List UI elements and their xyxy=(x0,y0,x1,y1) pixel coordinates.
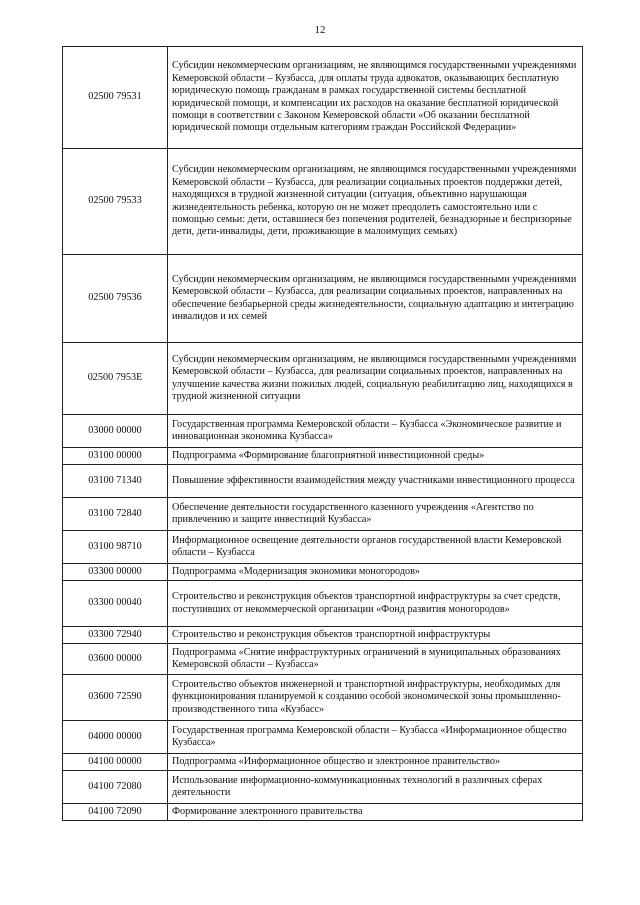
code-description: Формирование электронного правительства xyxy=(168,804,583,821)
classification-code: 03100 71340 xyxy=(63,465,168,498)
table-row xyxy=(63,465,583,498)
table-row xyxy=(63,415,583,448)
table-row xyxy=(63,531,583,564)
classification-code: 02500 7953Е xyxy=(63,343,168,415)
table-row xyxy=(63,343,583,415)
classification-code: 03600 72590 xyxy=(63,675,168,721)
table-row xyxy=(63,644,583,675)
classification-code: 03300 72940 xyxy=(63,627,168,644)
code-description: Субсидии некоммерческим организациям, не являющимся государственными учреждениями Кемеровской области – Кузбасса, для реализации социальных проектов, направленных на улучшение качества жизни пожилых людей, социальную реабилитацию лиц, находящихся в трудной жизненной ситуации xyxy=(168,343,583,415)
table-row xyxy=(63,771,583,804)
classification-code: 04100 72080 xyxy=(63,771,168,804)
code-description: Подпрограмма «Формирование благоприятной инвестиционной среды» xyxy=(168,448,583,465)
classification-code: 03300 00040 xyxy=(63,581,168,627)
table-row xyxy=(63,721,583,754)
code-description: Строительство и реконструкция объектов транспортной инфраструктуры xyxy=(168,627,583,644)
code-description: Государственная программа Кемеровской области – Кузбасса «Экономическое развитие и инновационная экономика Кузбасса» xyxy=(168,415,583,448)
code-description: Субсидии некоммерческим организациям, не являющимся государственными учреждениями Кемеровской области – Кузбасса, для оплаты труда адвокатов, оказывающих бесплатную юридическую помощь гражданам в рамках государственной системы бесплатной юридической помощи, и компенсации их расходов на оказание бесплатной юридической помощи в соответствии с Законом Кемеровской области «Об оказании бесплатной юридической помощи отдельным категориям граждан Российской Федерации» xyxy=(168,47,583,149)
table-row xyxy=(63,448,583,465)
classification-code: 03300 00000 xyxy=(63,564,168,581)
classification-code: 04000 00000 xyxy=(63,721,168,754)
classification-code: 03100 72840 xyxy=(63,498,168,531)
code-description: Повышение эффективности взаимодействия между участниками инвестиционного процесса xyxy=(168,465,583,498)
classification-code: 03000 00000 xyxy=(63,415,168,448)
code-description: Субсидии некоммерческим организациям, не являющимся государственными учреждениями Кемеровской области – Кузбасса, для реализации социальных проектов, направленных на обеспечение безбарьерной среды жизнедеятельности, социальную адаптацию и интеграцию инвалидов и их семей xyxy=(168,255,583,343)
classification-code: 02500 79533 xyxy=(63,149,168,255)
code-description: Подпрограмма «Информационное общество и электронное правительство» xyxy=(168,754,583,771)
table-row xyxy=(63,564,583,581)
classification-code: 04100 72090 xyxy=(63,804,168,821)
table-row xyxy=(63,804,583,821)
table-row xyxy=(63,675,583,721)
table-row xyxy=(63,149,583,255)
budget-codes-table xyxy=(62,46,583,821)
code-description: Строительство и реконструкция объектов транспортной инфраструктуры за счет средств, поступивших от некоммерческой организации «Фонд развития моногородов» xyxy=(168,581,583,627)
code-description: Использование информационно-коммуникационных технологий в различных сферах деятельности xyxy=(168,771,583,804)
code-description: Обеспечение деятельности государственного казенного учреждения «Агентство по привлечению и защите инвестиций Кузбасса» xyxy=(168,498,583,531)
classification-code: 04100 00000 xyxy=(63,754,168,771)
table-row xyxy=(63,754,583,771)
code-description: Подпрограмма «Снятие инфраструктурных ограничений в муниципальных образованиях Кемеровской области – Кузбасса» xyxy=(168,644,583,675)
classification-code: 03600 00000 xyxy=(63,644,168,675)
classification-code: 02500 79531 xyxy=(63,47,168,149)
table-row xyxy=(63,47,583,149)
table-row xyxy=(63,255,583,343)
code-description: Строительство объектов инженерной и транспортной инфраструктуры, необходимых для функционирования планируемой к созданию особой экономической зоны промышленно-производственного типа «Кузбасс» xyxy=(168,675,583,721)
classification-code: 03100 00000 xyxy=(63,448,168,465)
table-row xyxy=(63,498,583,531)
code-description: Субсидии некоммерческим организациям, не являющимся государственными учреждениями Кемеровской области – Кузбасса, для реализации социальных проектов поддержки детей, находящихся в трудной жизненной ситуации (ситуация, объективно нарушающая жизнедеятельность ребенка, которую он не может преодолеть самостоятельно или с помощью семьи: дети, оставшиеся без попечения родителей, безнадзорные и беспризорные дети, дети-инвалиды, дети, проживающие в малоимущих семьях) xyxy=(168,149,583,255)
table-row xyxy=(63,627,583,644)
page-number: 12 xyxy=(314,24,326,36)
table-row xyxy=(63,581,583,627)
code-description: Информационное освещение деятельности органов государственной власти Кемеровской области – Кузбасса xyxy=(168,531,583,564)
code-description: Государственная программа Кемеровской области – Кузбасса «Информационное общество Кузбасса» xyxy=(168,721,583,754)
code-description: Подпрограмма «Модернизация экономики моногородов» xyxy=(168,564,583,581)
classification-code: 03100 98710 xyxy=(63,531,168,564)
classification-code: 02500 79536 xyxy=(63,255,168,343)
